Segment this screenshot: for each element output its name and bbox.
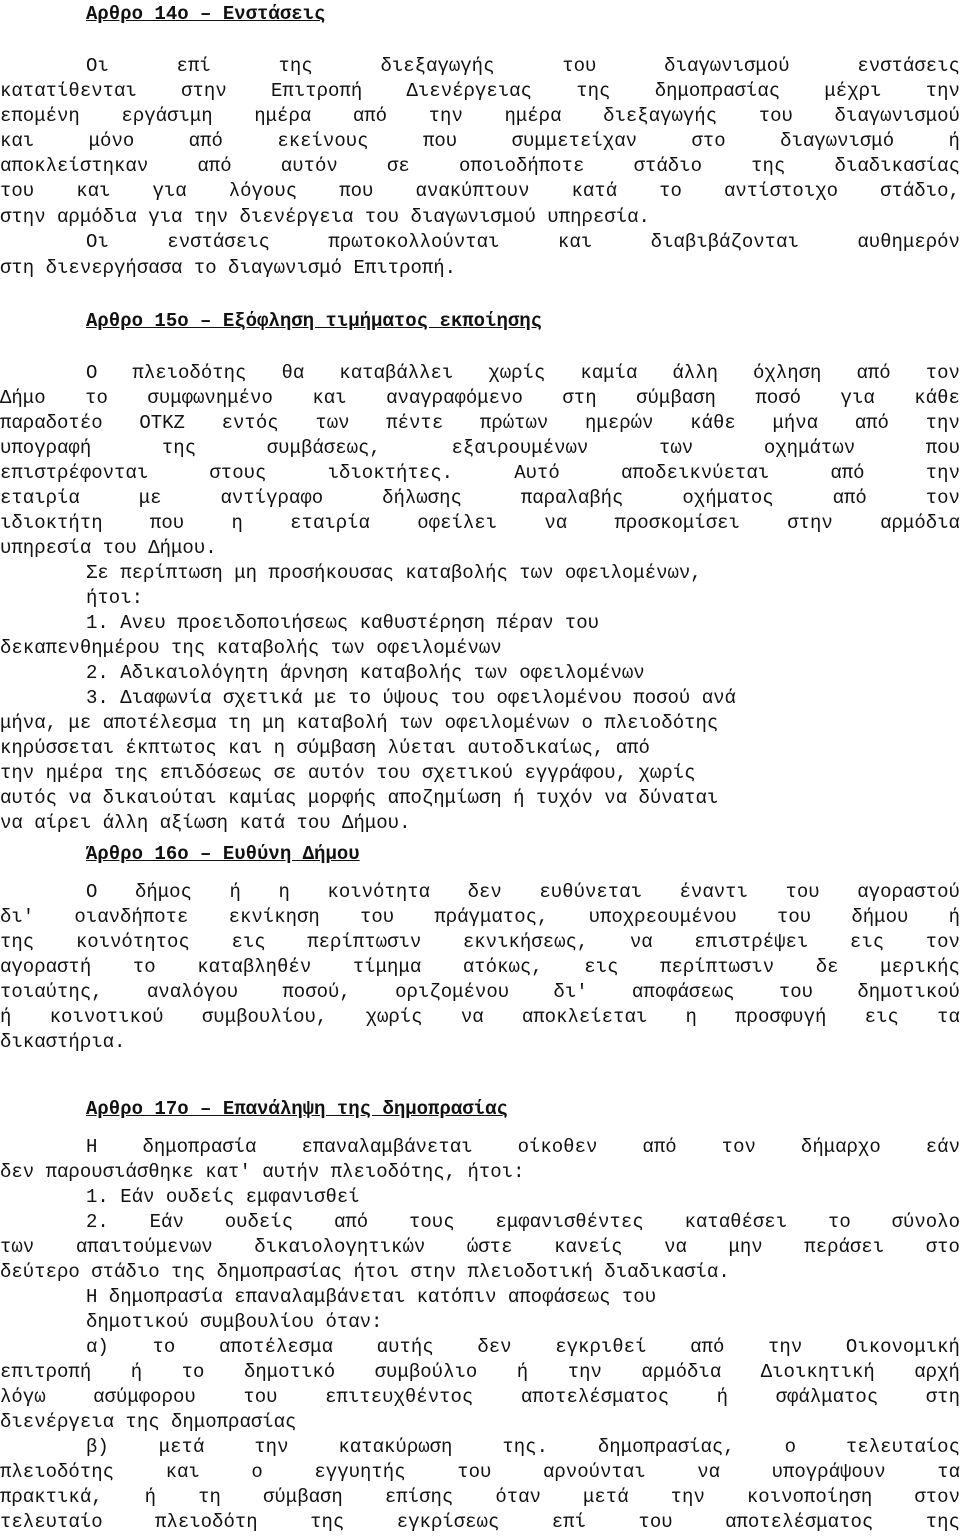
- paragraph-line: να αίρει άλλη αξίωση κατά του Δήμου.: [0, 812, 411, 834]
- paragraph-line: εταιρία με αντίγραφο δήλωσης παραλαβής οχήματος από τον: [0, 487, 960, 509]
- paragraph-line: 3. Διαφωνία σχετικά με το ύψους του οφειλομένου ποσού ανά: [86, 687, 736, 709]
- paragraph-line: Οι επί της διεξαγωγής του διαγωνισμού ενστάσεις: [86, 55, 960, 77]
- paragraph-line: β) μετά την κατακύρωση της. δημοπρασίας, ο τελευταίος: [86, 1436, 960, 1458]
- paragraph-line: της κοινότητος εις περίπτωσιν εκνικήσεως, να επιστρέψει εις τον: [0, 931, 960, 953]
- paragraph-line: Η δημοπρασία επαναλαμβάνεται κατόπιν αποφάσεως του: [86, 1286, 657, 1308]
- paragraph-line: αυτός να δικαιούται καμίας μορφής αποζημίωση ή τυχόν να δύναται: [0, 787, 719, 809]
- paragraph-line: πρακτικά, ή τη σύμβαση επίσης όταν μετά την κοινοποίηση στον: [0, 1486, 960, 1508]
- paragraph-line: πλειοδότης και ο εγγυητής του αρνούνται να υπογράψουν τα: [0, 1461, 960, 1483]
- paragraph-line: αποκλείστηκαν από αυτόν σε οποιοδήποτε στάδιο της διαδικασίας: [0, 155, 960, 177]
- paragraph-line: και μόνο από εκείνους που συμμετείχαν στο διαγωνισμό ή: [0, 130, 960, 152]
- paragraph-line: λόγω ασύμφορου του επιτευχθέντος αποτελέσματος ή σφάλματος στη: [0, 1386, 960, 1408]
- paragraph-line: κηρύσσεται έκπτωτος και η σύμβαση λύεται αυτοδικαίως, από: [0, 737, 650, 759]
- paragraph-line: επομένη εργάσιμη ημέρα από την ημέρα διεξαγωγής του διαγωνισμού: [0, 105, 960, 127]
- paragraph-line: 2. Εάν ουδείς από τους εμφανισθέντες καταθέσει το σύνολο: [86, 1211, 960, 1233]
- paragraph-line: α) το αποτέλεσμα αυτής δεν εγκριθεί από την Οικονομική: [86, 1336, 960, 1358]
- paragraph-line: Ο δήμος ή η κοινότητα δεν ευθύνεται έναντι του αγοραστού: [86, 881, 960, 903]
- paragraph-line: παραδοτέο ΟΤΚΖ εντός των πέντε πρώτων ημερών κάθε μήνα από την: [0, 412, 960, 434]
- paragraph-line: δεύτερο στάδιο της δημοπρασίας ήτοι στην πλειοδοτική διαδικασία.: [0, 1261, 730, 1283]
- paragraph-line: κατατίθενται στην Επιτροπή Διενέργειας της δημοπρασίας μέχρι την: [0, 80, 960, 102]
- paragraph-line: στη διενεργήσασα το διαγωνισμό Επιτροπή.: [0, 257, 457, 279]
- paragraph-line: ήτοι:: [86, 587, 144, 609]
- article-heading: Άρθρο 16ο – Ευθύνη Δήμου: [86, 843, 360, 865]
- paragraph-line: δημοτικού συμβουλίου όταν:: [86, 1311, 383, 1333]
- paragraph-line: τοιαύτης, αναλόγου ποσού, οριζομένου δι' αποφάσεως του δημοτικού: [0, 981, 960, 1003]
- paragraph-line: επιστρέφονται στους ιδιοκτήτες. Αυτό αποδεικνύεται από την: [0, 462, 960, 484]
- paragraph-line: δι' οιανδήποτε εκνίκηση του πράγματος, υποχρεουμένου του δήμου ή: [0, 906, 960, 928]
- paragraph-line: τελευταίο πλειοδότη της εγκρίσεως επί του αποτελέσματος της: [0, 1511, 960, 1533]
- paragraph-line: υπηρεσία του Δήμου.: [0, 537, 217, 559]
- paragraph-line: μήνα, με αποτέλεσμα τη μη καταβολή των οφειλομένων ο πλειοδότης: [0, 712, 719, 734]
- paragraph-line: των απαιτούμενων δικαιολογητικών ώστε κανείς να μην περάσει στο: [0, 1236, 960, 1258]
- paragraph-line: Δήμο το συμφωνημένο και αναγραφόμενο στη σύμβαση ποσό για κάθε: [0, 387, 960, 409]
- article-heading: Αρθρο 17ο – Επανάληψη της δημοπρασίας: [86, 1098, 508, 1120]
- paragraph-line: ή κοινοτικού συμβουλίου, χωρίς να αποκλείεται η προσφυγή εις τα: [0, 1006, 960, 1028]
- paragraph-line: την ημέρα της επιδόσεως σε αυτόν του σχετικού εγγράφου, χωρίς: [0, 762, 696, 784]
- paragraph-line: στην αρμόδια για την διενέργεια του διαγωνισμού υπηρεσία.: [0, 206, 650, 228]
- paragraph-line: αγοραστή το καταβληθέν τίμημα ατόκως, εις περίπτωσιν δε μερικής: [0, 956, 960, 978]
- paragraph-line: Σε περίπτωση μη προσήκουσας καταβολής των οφειλομένων,: [86, 562, 702, 584]
- paragraph-line: δικαστήρια.: [0, 1031, 126, 1053]
- article-heading: Αρθρο 14ο – Ενστάσεις: [86, 3, 326, 25]
- paragraph-line: 1. Ανευ προειδοποιήσεως καθυστέρηση πέραν του: [86, 612, 600, 634]
- paragraph-line: 2. Αδικαιολόγητη άρνηση καταβολής των οφειλομένων: [86, 662, 645, 684]
- paragraph-line: δεν παρουσιάσθηκε κατ' αυτήν πλειοδότης, ήτοι:: [0, 1161, 525, 1183]
- paragraph-line: του και για λόγους που ανακύπτουν κατά το αντίστοιχο στάδιο,: [0, 180, 960, 202]
- paragraph-line: διενέργεια της δημοπρασίας: [0, 1411, 297, 1433]
- paragraph-line: Η δημοπρασία επαναλαμβάνεται οίκοθεν από τον δήμαρχο εάν: [86, 1136, 960, 1158]
- paragraph-line: Ο πλειοδότης θα καταβάλλει χωρίς καμία άλλη όχληση από τον: [86, 362, 960, 384]
- paragraph-line: ιδιοκτήτη που η εταιρία οφείλει να προσκομίσει στην αρμόδια: [0, 512, 960, 534]
- paragraph-line: 1. Εάν ουδείς εμφανισθεί: [86, 1186, 360, 1208]
- paragraph-line: Οι ενστάσεις πρωτοκολλούνται και διαβιβάζονται αυθημερόν: [86, 231, 960, 253]
- paragraph-line: δεκαπενθημέρου της καταβολής των οφειλομένων: [0, 637, 502, 659]
- paragraph-line: επιτροπή ή το δημοτικό συμβούλιο ή την αρμόδια Διοικητική αρχή: [0, 1361, 960, 1383]
- paragraph-line: υπογραφή της συμβάσεως, εξαιρουμένων των οχημάτων που: [0, 437, 960, 459]
- article-heading: Αρθρο 15ο – Εξόφληση τιμήματος εκποίησης: [86, 310, 543, 332]
